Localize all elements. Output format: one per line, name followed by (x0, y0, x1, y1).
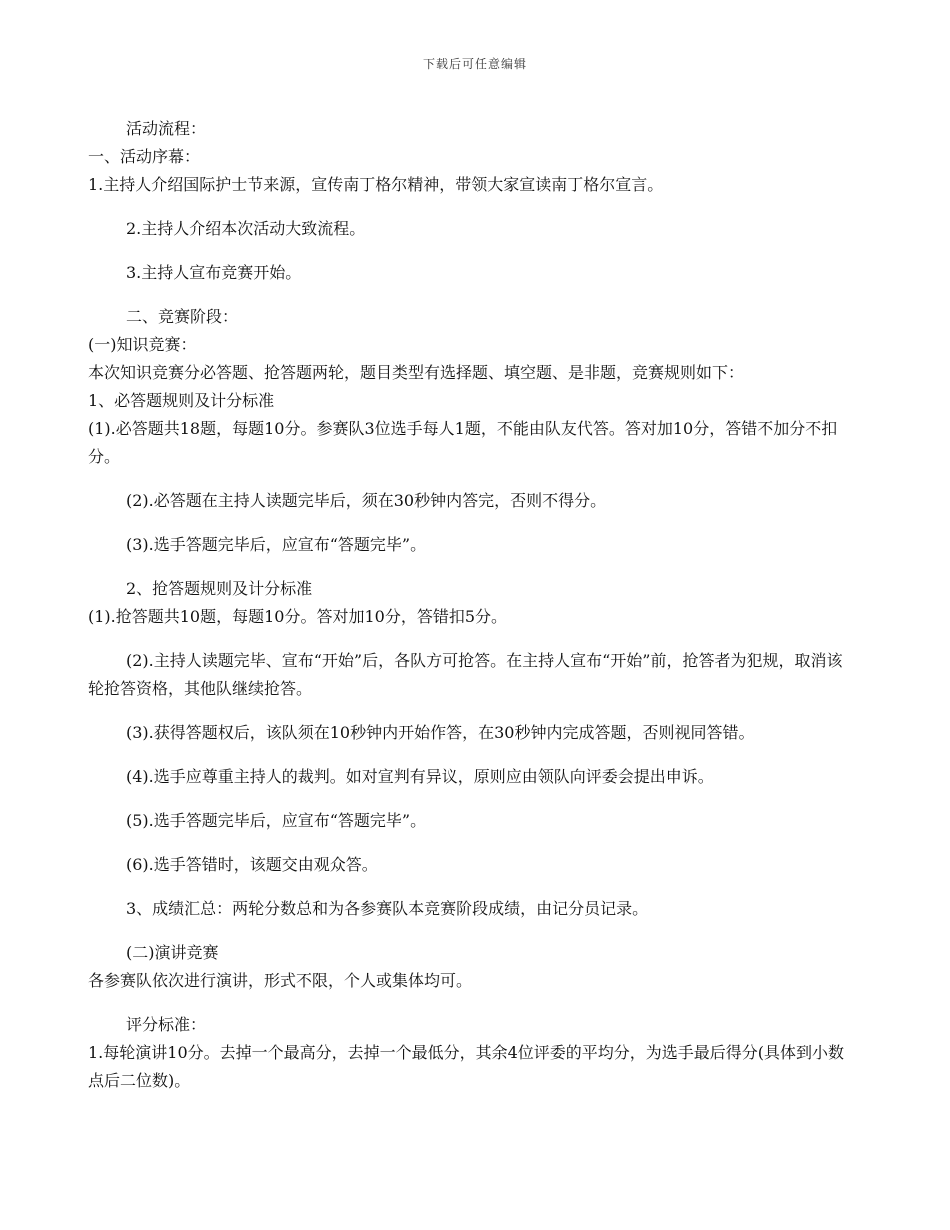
paragraph: (3).选手答题完毕后，应宣布“答题完毕”。 (126, 535, 427, 554)
section-title-activity-flow: 活动流程： (126, 119, 207, 138)
paragraph: (2).主持人读题完毕、宣布“开始”后，各队方可抢答。在主持人宣布“开始”前，抢答者为犯规，取消该轮抢答资格，其他队继续抢答。 (88, 651, 843, 698)
paragraph: (1).抢答题共10题，每题10分。答对加10分，答错扣5分。 (88, 607, 508, 626)
paragraph: 1.主持人介绍国际护士节来源，宣传南丁格尔精神，带领大家宣读南丁格尔宣言。 (88, 175, 664, 194)
paragraph: (2).必答题在主持人读题完毕后，须在30秒钟内答完，否则不得分。 (126, 491, 607, 510)
heading-quick-answer: 2、抢答题规则及计分标准 (126, 579, 313, 598)
paragraph: 本次知识竞赛分必答题、抢答题两轮，题目类型有选择题、填空题、是非题，竞赛规则如下： (88, 363, 745, 382)
paragraph: 1.每轮演讲10分。去掉一个最高分，去掉一个最低分，其余4位评委的平均分，为选手最后得分(具体到小数点后二位数)。 (88, 1043, 845, 1090)
page-header: 下载后可任意编辑 (422, 57, 527, 71)
document-body (88, 115, 858, 1095)
heading-speech-contest: (二)演讲竞赛 (126, 943, 219, 962)
heading-required-questions: 1、必答题规则及计分标准 (88, 391, 275, 410)
heading-scoring-standard: 评分标准： (126, 1015, 207, 1034)
paragraph: 各参赛队依次进行演讲，形式不限，个人或集体均可。 (88, 971, 473, 990)
paragraph: 3、成绩汇总：两轮分数总和为各参赛队本竞赛阶段成绩，由记分员记录。 (126, 899, 649, 918)
paragraph: (5).选手答题完毕后，应宣布“答题完毕”。 (126, 811, 427, 830)
paragraph: (3).获得答题权后，该队须在10秒钟内开始作答，在30秒钟内完成答题，否则视同答错。 (126, 723, 755, 742)
paragraph: (6).选手答错时，该题交由观众答。 (126, 855, 378, 874)
paragraph: 3.主持人宣布竞赛开始。 (126, 263, 302, 282)
paragraph: 2.主持人介绍本次活动大致流程。 (126, 219, 366, 238)
heading-competition-stage: 二、竞赛阶段： (126, 307, 239, 326)
paragraph: (4).选手应尊重主持人的裁判。如对宣判有异议，原则应由领队向评委会提出申诉。 (126, 767, 714, 786)
heading-knowledge-contest: (一)知识竞赛： (88, 335, 197, 354)
paragraph: (1).必答题共18题，每题10分。参赛队3位选手每人1题，不能由队友代答。答对加10分，答错不加分不扣分。 (88, 419, 838, 466)
heading-opening: 一、活动序幕： (88, 147, 201, 166)
